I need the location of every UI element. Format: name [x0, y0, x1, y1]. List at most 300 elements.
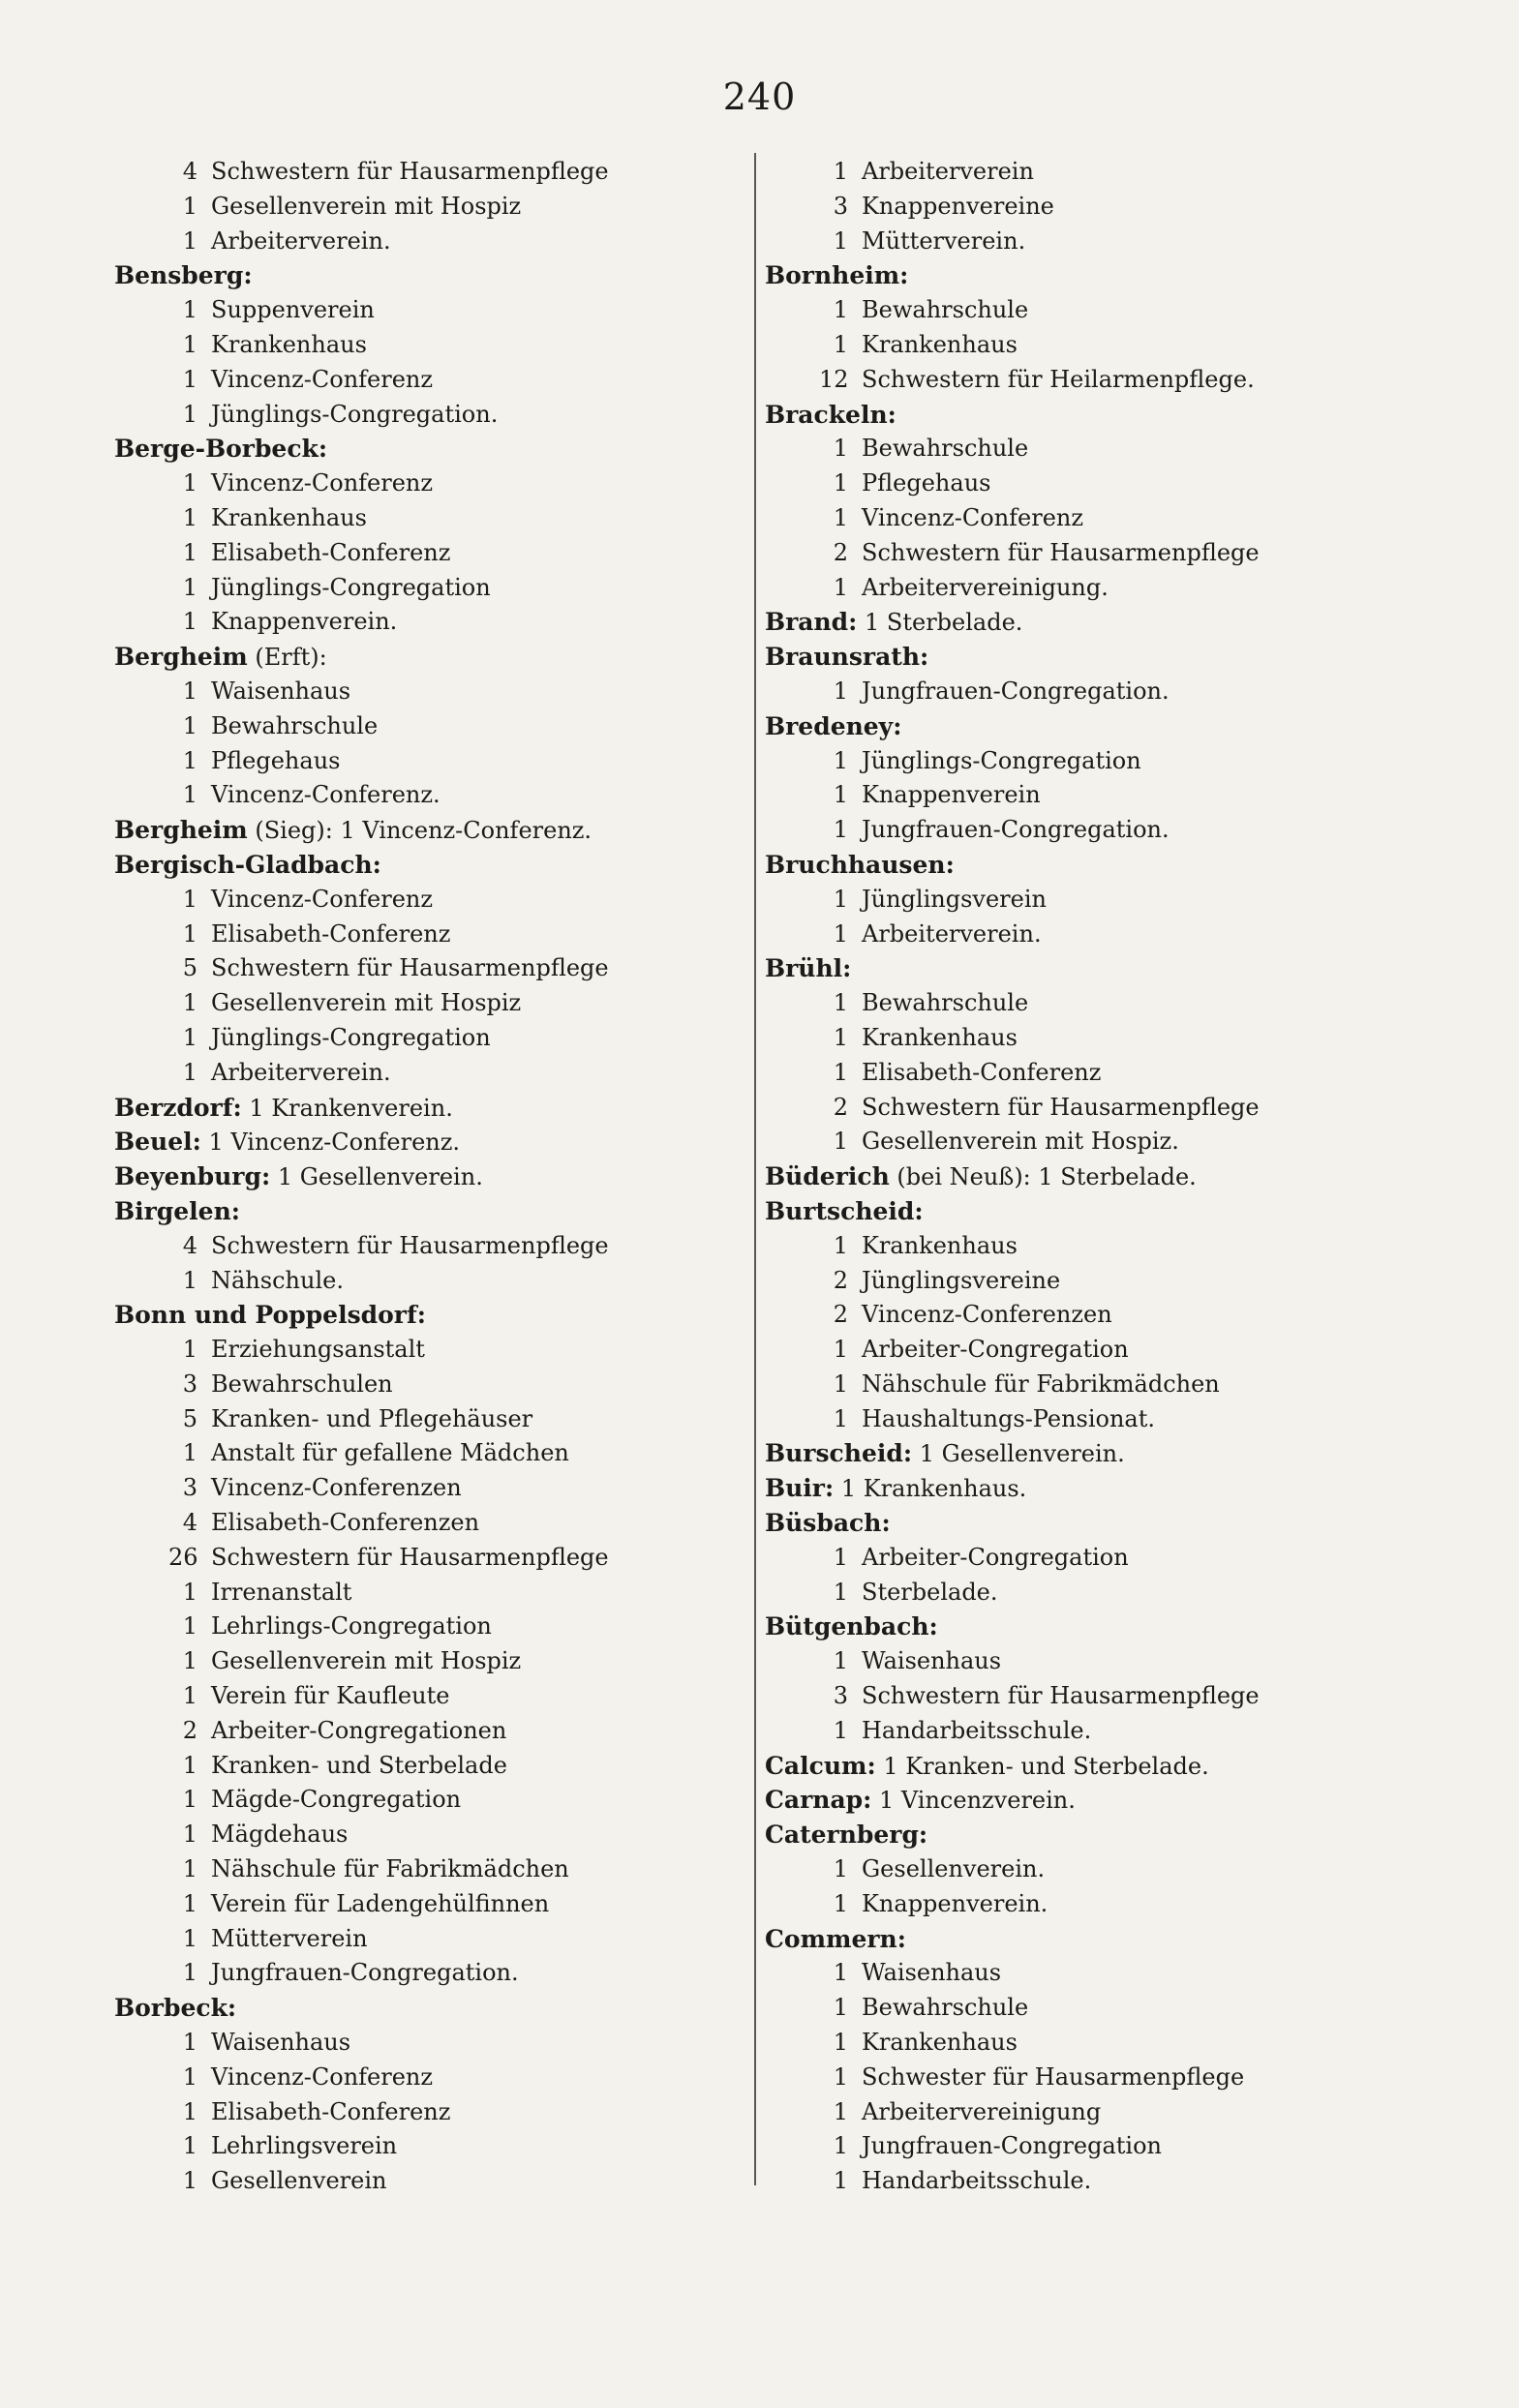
item-count: 1 — [833, 573, 848, 601]
place-name: Berzdorf: — [114, 1093, 242, 1122]
item-label: Waisenhaus — [862, 1647, 1002, 1675]
list-item — [114, 1264, 734, 1299]
list-item — [765, 225, 1384, 259]
list-item — [114, 1506, 734, 1541]
place-name: Brackeln: — [765, 400, 896, 429]
item-count: 1 — [182, 677, 197, 705]
list-item — [114, 1402, 734, 1437]
item-label: Gesellenverein — [211, 2167, 387, 2195]
item-count: 1 — [182, 503, 197, 531]
item-label: Vincenz-Conferenz. — [211, 781, 441, 809]
list-item — [765, 813, 1384, 848]
item-label: Knappenvereine — [862, 192, 1054, 220]
list-item — [765, 744, 1384, 779]
item-count: 1 — [833, 1959, 848, 1987]
item-count: 1 — [833, 919, 848, 948]
item-label: Arbeiterverein. — [862, 919, 1042, 948]
place-name: Beyenburg: — [114, 1162, 271, 1191]
place-name: Bütgenbach: — [765, 1612, 938, 1641]
item-label: Jungfrauen-Congregation — [862, 2132, 1162, 2160]
item-count: 1 — [182, 1058, 197, 1086]
item-count: 1 — [182, 781, 197, 809]
list-item — [765, 190, 1384, 225]
list-item — [114, 1783, 734, 1818]
item-count: 4 — [182, 1231, 197, 1259]
place-heading — [765, 398, 1384, 433]
list-item — [114, 155, 734, 190]
item-count: 1 — [182, 746, 197, 774]
item-label: Handarbeitsschule. — [862, 2167, 1092, 2195]
item-label: Waisenhaus — [211, 677, 351, 705]
list-item — [114, 1714, 734, 1749]
item-count: 1 — [182, 1855, 197, 1883]
item-label: Bewahrschulen — [211, 1370, 393, 1398]
item-count: 1 — [833, 677, 848, 705]
item-label: Arbeiterverein. — [211, 226, 391, 255]
item-count: 2 — [833, 1301, 848, 1329]
item-label: Pflegehaus — [862, 469, 991, 497]
item-count: 1 — [182, 192, 197, 220]
item-count: 1 — [833, 816, 848, 844]
list-item — [114, 536, 734, 571]
place-heading — [765, 1610, 1384, 1644]
place-name: Calcum: — [765, 1751, 876, 1780]
item-label: Krankenhaus — [862, 1231, 1018, 1259]
item-label: Elisabeth-Conferenz — [862, 1058, 1102, 1086]
item-count: 1 — [833, 1404, 848, 1432]
list-item — [114, 398, 734, 433]
place-name: Bruchhausen: — [765, 850, 955, 879]
list-item — [114, 1333, 734, 1368]
item-count: 1 — [833, 1543, 848, 1571]
item-label: Krankenhaus — [862, 2029, 1018, 2057]
list-item — [765, 571, 1384, 606]
item-label: Pflegehaus — [211, 746, 341, 774]
item-label: Krankenhaus — [211, 503, 367, 531]
item-label: Jünglings-Congregation — [211, 573, 491, 601]
list-item — [765, 1541, 1384, 1576]
list-item — [114, 1644, 734, 1679]
item-label: Elisabeth-Conferenzen — [211, 1509, 480, 1537]
place-heading — [765, 1506, 1384, 1541]
item-label: Suppenverein — [211, 296, 375, 324]
item-count: 1 — [182, 885, 197, 913]
item-label: Gesellenverein mit Hospiz — [211, 1647, 522, 1675]
list-item — [765, 2164, 1384, 2199]
item-count: 1 — [182, 2062, 197, 2091]
list-item — [114, 363, 734, 398]
item-label: Schwestern für Hausarmenpflege — [211, 1543, 609, 1571]
item-count: 26 — [168, 1543, 198, 1571]
item-label: Haushaltungs-Pensionat. — [862, 1404, 1156, 1432]
list-item — [114, 190, 734, 225]
item-count: 1 — [833, 746, 848, 774]
item-label: Jünglings-Congregation. — [211, 400, 499, 428]
list-item — [114, 1541, 734, 1576]
list-item — [114, 2164, 734, 2199]
item-label: Jungfrauen-Congregation. — [211, 1959, 519, 1987]
item-label: Vincenz-Conferenz — [211, 469, 434, 497]
item-label: Vincenz-Conferenzen — [862, 1301, 1112, 1329]
item-label: Jünglingsverein — [862, 885, 1047, 913]
list-item — [114, 467, 734, 501]
place-heading — [114, 848, 734, 883]
item-label: Schwestern für Hausarmenpflege — [211, 954, 609, 982]
item-label: Bewahrschule — [862, 1994, 1029, 2022]
place-name: Borbeck: — [114, 1994, 237, 2023]
item-count: 1 — [833, 1058, 848, 1086]
item-label: Schwestern für Hausarmenpflege — [211, 1231, 609, 1259]
place-heading — [765, 640, 1384, 675]
item-label: Nähschule für Fabrikmädchen — [862, 1370, 1220, 1398]
item-label: Arbeitervereinigung. — [862, 573, 1109, 601]
item-count: 1 — [182, 400, 197, 428]
item-label: Arbeiterverein. — [211, 1058, 391, 1086]
item-label: Anstalt für gefallene Mädchen — [211, 1439, 569, 1467]
item-label: Handarbeitsschule. — [862, 1716, 1092, 1744]
item-count: 1 — [833, 989, 848, 1017]
list-item — [765, 328, 1384, 363]
list-item — [114, 1749, 734, 1784]
place-note: (bei Neuß): 1 Sterbelade. — [889, 1163, 1197, 1191]
item-count: 1 — [182, 1959, 197, 1987]
item-count: 1 — [833, 1578, 848, 1606]
place-heading — [765, 848, 1384, 883]
list-item — [114, 778, 734, 813]
list-item — [765, 1887, 1384, 1922]
list-item — [114, 328, 734, 363]
list-item — [765, 1229, 1384, 1264]
list-item — [765, 2095, 1384, 2130]
item-label: Elisabeth-Conferenz — [211, 919, 451, 948]
item-label: Gesellenverein mit Hospiz. — [862, 1128, 1179, 1156]
list-item — [114, 2129, 734, 2164]
item-count: 2 — [182, 1716, 197, 1744]
place-heading — [765, 1922, 1384, 1957]
item-count: 1 — [182, 919, 197, 948]
place-note: (Erft): — [247, 644, 327, 672]
list-item — [114, 2026, 734, 2061]
item-count: 1 — [833, 435, 848, 463]
place-heading — [765, 1159, 1384, 1194]
place-heading — [114, 258, 734, 293]
list-item — [765, 1852, 1384, 1887]
place-heading — [765, 1471, 1384, 1506]
list-item — [765, 883, 1384, 918]
item-label: Knappenverein — [862, 781, 1041, 809]
place-heading — [114, 813, 734, 848]
item-count: 3 — [182, 1370, 197, 1398]
list-item — [765, 2129, 1384, 2164]
list-item — [765, 432, 1384, 467]
place-note: 1 Krankenverein. — [241, 1094, 453, 1122]
item-count: 1 — [182, 1924, 197, 1952]
place-note: 1 Vincenz-Conferenz. — [200, 1129, 461, 1157]
place-name: Bornheim: — [765, 261, 909, 290]
item-label: Vincenz-Conferenzen — [211, 1474, 462, 1502]
list-item — [114, 605, 734, 640]
list-item — [114, 501, 734, 536]
list-item — [114, 1229, 734, 1264]
item-label: Sterbelade. — [862, 1578, 998, 1606]
item-count: 1 — [182, 1266, 197, 1294]
place-name: Bredeney: — [765, 711, 902, 740]
item-count: 1 — [833, 1336, 848, 1364]
item-count: 1 — [182, 296, 197, 324]
list-item — [765, 155, 1384, 190]
item-count: 1 — [182, 1682, 197, 1710]
item-label: Arbeiter-Congregation — [862, 1336, 1129, 1364]
item-count: 1 — [833, 330, 848, 358]
item-label: Vincenz-Conferenz — [211, 365, 434, 393]
item-count: 1 — [833, 469, 848, 497]
item-label: Waisenhaus — [211, 2029, 351, 2057]
list-item — [765, 918, 1384, 952]
item-count: 1 — [833, 781, 848, 809]
item-count: 1 — [182, 1821, 197, 1849]
place-name: Burscheid: — [765, 1439, 913, 1468]
item-count: 1 — [833, 1231, 848, 1259]
item-label: Kranken- und Sterbelade — [211, 1751, 507, 1779]
item-label: Irrenanstalt — [211, 1578, 352, 1606]
place-name: Caternberg: — [765, 1821, 928, 1850]
item-count: 1 — [182, 1889, 197, 1917]
list-item — [114, 675, 734, 709]
item-count: 1 — [182, 1647, 197, 1675]
list-item — [114, 1436, 734, 1471]
item-count: 3 — [833, 192, 848, 220]
place-heading — [114, 1091, 734, 1126]
list-item — [114, 1610, 734, 1644]
item-count: 1 — [182, 573, 197, 601]
item-count: 1 — [182, 2029, 197, 2057]
place-heading — [765, 1818, 1384, 1852]
item-label: Gesellenverein mit Hospiz — [211, 989, 522, 1017]
item-count: 1 — [833, 885, 848, 913]
left-column — [114, 155, 734, 2199]
place-heading — [765, 1436, 1384, 1471]
item-count: 1 — [833, 1370, 848, 1398]
list-item — [765, 1576, 1384, 1610]
list-item — [114, 709, 734, 744]
item-label: Krankenhaus — [211, 330, 367, 358]
list-item — [765, 1991, 1384, 2026]
place-note: 1 Vincenzverein. — [871, 1787, 1076, 1815]
item-count: 1 — [182, 1751, 197, 1779]
item-label: Jünglings-Congregation — [862, 746, 1141, 774]
item-label: Schwester für Hausarmenpflege — [862, 2062, 1245, 2091]
item-count: 4 — [182, 158, 197, 185]
place-note: (Sieg): 1 Vincenz-Conferenz. — [247, 817, 592, 845]
place-heading — [114, 1159, 734, 1194]
item-label: Mütterverein — [211, 1924, 368, 1952]
item-count: 1 — [833, 2062, 848, 2091]
list-item — [765, 363, 1384, 398]
list-item — [114, 1922, 734, 1957]
list-item — [765, 536, 1384, 571]
item-label: Nähschule für Fabrikmädchen — [211, 1855, 569, 1883]
place-heading — [765, 709, 1384, 744]
item-count: 1 — [833, 2132, 848, 2160]
item-label: Arbeiter-Congregation — [862, 1543, 1129, 1571]
place-note: 1 Gesellenverein. — [912, 1440, 1125, 1468]
place-name: Commern: — [765, 1924, 906, 1953]
item-count: 1 — [182, 1612, 197, 1640]
list-item — [765, 2061, 1384, 2095]
item-label: Lehrlings-Congregation — [211, 1612, 492, 1640]
list-item — [765, 1264, 1384, 1299]
list-item — [765, 2026, 1384, 2061]
item-label: Schwestern für Hausarmenpflege — [862, 1093, 1260, 1121]
place-name: Büderich — [765, 1162, 890, 1191]
list-item — [765, 1679, 1384, 1714]
item-label: Arbeiterverein — [862, 158, 1034, 185]
list-item — [765, 467, 1384, 501]
item-count: 1 — [182, 989, 197, 1017]
place-name: Carnap: — [765, 1786, 872, 1815]
item-count: 1 — [182, 2097, 197, 2125]
place-name: Brand: — [765, 608, 858, 637]
item-label: Lehrlingsverein — [211, 2132, 398, 2160]
page-number: 240 — [722, 75, 797, 118]
item-count: 1 — [833, 1128, 848, 1156]
item-count: 1 — [182, 2167, 197, 2195]
item-count: 1 — [833, 2167, 848, 2195]
item-count: 1 — [182, 1578, 197, 1606]
item-count: 1 — [833, 1994, 848, 2022]
list-item — [765, 1125, 1384, 1159]
item-label: Krankenhaus — [862, 330, 1018, 358]
list-item — [114, 951, 734, 986]
item-count: 1 — [182, 2132, 197, 2160]
place-heading — [765, 605, 1384, 640]
list-item — [765, 1402, 1384, 1437]
list-item — [114, 1021, 734, 1056]
item-label: Mägdehaus — [211, 1821, 349, 1849]
list-item — [765, 986, 1384, 1021]
list-item — [114, 744, 734, 779]
place-heading — [114, 1125, 734, 1159]
list-item — [114, 571, 734, 606]
item-label: Schwestern für Heilarmenpflege. — [862, 365, 1255, 393]
item-label: Knappenverein. — [211, 608, 398, 636]
item-count: 1 — [833, 1889, 848, 1917]
item-label: Elisabeth-Conferenz — [211, 538, 451, 566]
place-note: 1 Gesellenverein. — [270, 1163, 483, 1191]
right-column — [765, 155, 1384, 2199]
item-label: Vincenz-Conferenz — [211, 885, 434, 913]
place-heading — [765, 1783, 1384, 1818]
item-label: Schwestern für Hausarmenpflege — [862, 1682, 1260, 1710]
item-label: Verein für Ladengehülfinnen — [211, 1889, 550, 1917]
list-item — [114, 1956, 734, 1991]
item-label: Erziehungsanstalt — [211, 1336, 425, 1364]
item-count: 4 — [182, 1509, 197, 1537]
item-count: 1 — [182, 1023, 197, 1051]
item-count: 3 — [833, 1682, 848, 1710]
list-item — [765, 1091, 1384, 1126]
item-count: 1 — [182, 711, 197, 739]
place-name: Bergheim — [114, 643, 248, 672]
item-label: Elisabeth-Conferenz — [211, 2097, 451, 2125]
list-item — [114, 1679, 734, 1714]
item-count: 1 — [833, 503, 848, 531]
list-item — [765, 675, 1384, 709]
item-count: 1 — [833, 2029, 848, 2057]
place-heading — [765, 258, 1384, 293]
item-label: Bewahrschule — [862, 296, 1029, 324]
place-name: Buir: — [765, 1474, 835, 1503]
item-label: Waisenhaus — [862, 1959, 1002, 1987]
item-count: 3 — [182, 1474, 197, 1502]
item-count: 1 — [182, 365, 197, 393]
list-item — [114, 1471, 734, 1506]
list-item — [114, 2061, 734, 2095]
column-divider — [754, 153, 756, 2185]
list-item — [765, 778, 1384, 813]
place-name: Brühl: — [765, 954, 852, 983]
item-label: Vincenz-Conferenz — [211, 2062, 434, 2091]
list-item — [114, 1818, 734, 1852]
place-heading — [114, 1991, 734, 2026]
item-count: 1 — [833, 1023, 848, 1051]
list-item — [765, 1333, 1384, 1368]
list-item — [114, 883, 734, 918]
list-item — [114, 1852, 734, 1887]
list-item — [765, 1644, 1384, 1679]
item-label: Arbeiter-Congregationen — [211, 1716, 507, 1744]
item-count: 1 — [182, 1786, 197, 1814]
place-name: Beuel: — [114, 1128, 201, 1157]
item-count: 2 — [833, 538, 848, 566]
list-item — [765, 1368, 1384, 1402]
item-label: Schwestern für Hausarmenpflege — [862, 538, 1260, 566]
item-count: 1 — [833, 1647, 848, 1675]
list-item — [114, 1576, 734, 1610]
place-heading — [114, 1194, 734, 1229]
item-label: Gesellenverein. — [862, 1855, 1046, 1883]
place-heading — [114, 640, 734, 675]
item-label: Knappenverein. — [862, 1889, 1048, 1917]
place-heading — [765, 951, 1384, 986]
item-count: 1 — [833, 158, 848, 185]
list-item — [765, 293, 1384, 328]
item-count: 5 — [182, 954, 197, 982]
item-count: 1 — [833, 2097, 848, 2125]
item-label: Schwestern für Hausarmenpflege — [211, 158, 609, 185]
place-name: Berge-Borbeck: — [114, 435, 328, 464]
list-item — [114, 1368, 734, 1402]
list-item — [765, 1298, 1384, 1333]
item-label: Mütterverein. — [862, 226, 1026, 255]
item-label: Kranken- und Pflegehäuser — [211, 1404, 533, 1432]
place-heading — [765, 1749, 1384, 1784]
list-item — [765, 1021, 1384, 1056]
item-label: Mägde-Congregation — [211, 1786, 462, 1814]
item-label: Verein für Kaufleute — [211, 1682, 450, 1710]
item-count: 1 — [182, 1439, 197, 1467]
place-name: Bonn und Poppelsdorf: — [114, 1301, 426, 1330]
list-item — [765, 1956, 1384, 1991]
place-name: Braunsrath: — [765, 643, 929, 672]
item-label: Nähschule. — [211, 1266, 344, 1294]
item-label: Bewahrschule — [862, 435, 1029, 463]
place-name: Bensberg: — [114, 261, 253, 290]
list-item — [114, 1056, 734, 1091]
item-label: Jünglingsvereine — [862, 1266, 1061, 1294]
item-label: Jungfrauen-Congregation. — [862, 816, 1170, 844]
list-item — [114, 2095, 734, 2130]
